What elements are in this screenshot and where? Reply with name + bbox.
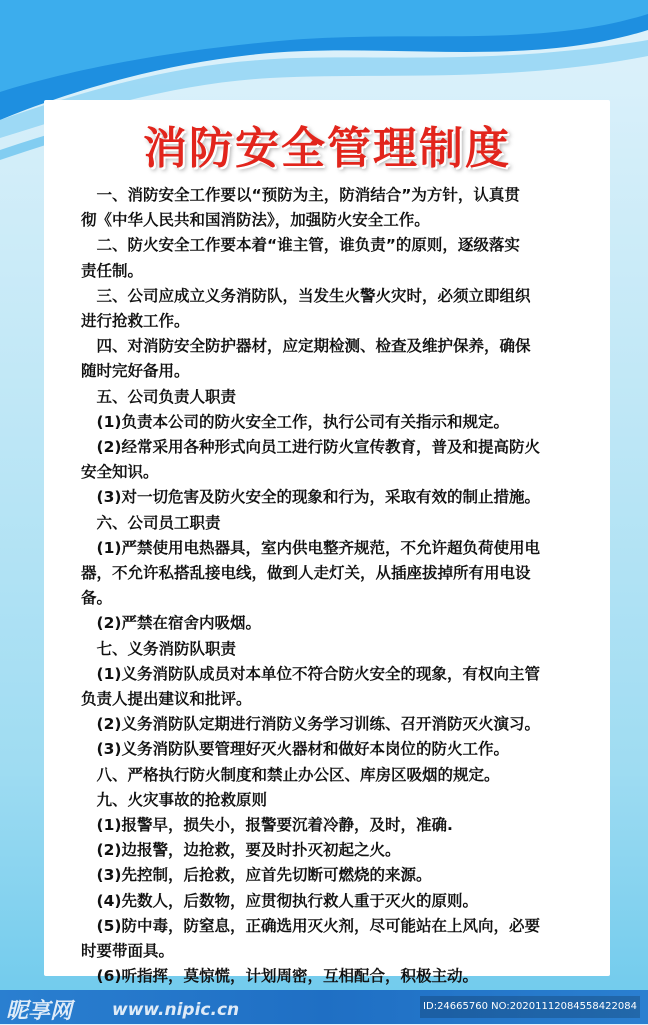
text-line: 三、公司应成立义务消防队，当发生火警火灾时，必须立即组织: [81, 286, 531, 305]
text-line: 八、严格执行防火制度和禁止办公区、库房区吸烟的规定。: [81, 765, 500, 784]
text-line: (2)边报警，边抢救，要及时扑灭初起之火。: [81, 841, 401, 860]
text-line: (1)报警早，损失小，报警要沉着冷静，及时，准确.: [81, 816, 453, 835]
text-line: 一、消防安全工作要以“预防为主，防消结合”为方针，认真贯: [81, 186, 520, 204]
text-line: 备。: [81, 589, 113, 608]
page-title: 消防安全管理制度: [143, 123, 511, 174]
text-line: (5)防中毒，防窒息，正确选用灭火剂，尽可能站在上风向，必要: [81, 916, 540, 935]
text-line: 七、义务消防队职责: [81, 639, 237, 658]
text-line: (3)对一切危害及防火安全的现象和行为，采取有效的制止措施。: [81, 488, 540, 507]
text-line: 时要带面具。: [81, 942, 175, 961]
text-line: 负责人提出建议和批评。: [81, 690, 252, 709]
text-line: (3)先控制，后抢救，应首先切断可燃烧的来源。: [81, 866, 432, 885]
text-line: 进行抢救工作。: [81, 312, 190, 331]
text-line: 安全知识。: [81, 463, 159, 482]
text-line: 五、公司负责人职责: [81, 387, 237, 406]
watermark-url: www.nipic.cn: [112, 1000, 240, 1020]
text-line: (2)义务消防队定期进行消防义务学习训练、召开消防灭火演习。: [81, 715, 540, 734]
watermark-logo: 昵享网: [6, 999, 73, 1024]
text-line: 彻《中华人民共和国消防法》，加强防火安全工作。: [81, 211, 430, 230]
regulation-text: [81, 183, 631, 990]
text-line: 责任制。: [81, 261, 144, 280]
text-line: (1)严禁使用电热器具，室内供电整齐规范，不允许超负荷使用电: [81, 538, 540, 557]
text-line: 九、火灾事故的抢救原则: [81, 790, 268, 809]
text-line: (2)经常采用各种形式向员工进行防火宣传教育，普及和提高防火: [81, 438, 540, 457]
text-line: 四、对消防安全防护器材，应定期检测、检查及维护保养，确保: [81, 337, 531, 356]
watermark-id: ID:24665760 NO:20201112084558422084: [420, 996, 640, 1018]
text-line: 器，不允许私搭乱接电线，做到人走灯关，从插座拔掉所有用电设: [81, 564, 531, 583]
text-line: 二、防火安全工作要本着“谁主管，谁负责”的原则，逐级落实: [81, 236, 520, 255]
text-line: (2)严禁在宿舍内吸烟。: [81, 614, 261, 633]
text-line: 随时完好备用。: [81, 362, 190, 381]
text-line: (1)负责本公司的防火安全工作，执行公司有关指示和规定。: [81, 412, 509, 431]
text-line: (4)先数人，后数物，应贯彻执行救人重于灭火的原则。: [81, 891, 478, 910]
text-line: (1)义务消防队成员对本单位不符合防火安全的现象，有权向主管: [81, 664, 540, 683]
text-line: (6)听指挥，莫惊慌，计划周密，互相配合，积极主动。: [81, 967, 478, 986]
text-line: (3)义务消防队要管理好灭火器材和做好本岗位的防火工作。: [81, 740, 509, 759]
text-line: 六、公司员工职责: [81, 513, 221, 532]
